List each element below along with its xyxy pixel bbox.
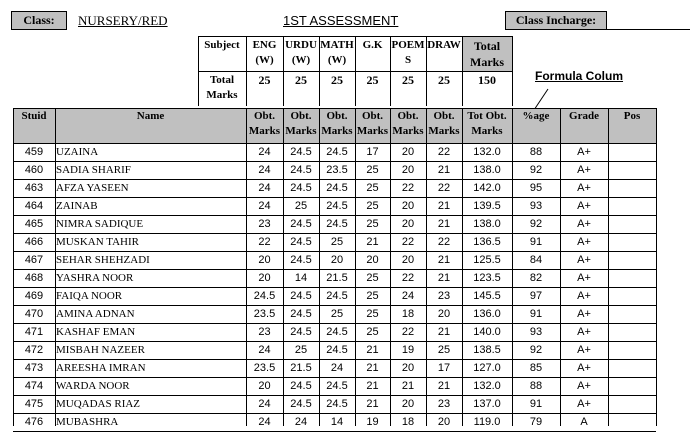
incharge-label: Class Incharge: [515,13,597,27]
cell-obt-mark: 24 [401,290,415,302]
cell-name: AREESHA IMRAN [56,362,146,374]
cell-name: MUSKAN TAHIR [56,236,139,248]
cell-obt-mark: 23.5 [253,308,276,320]
cell-name: MUQADAS RIAZ [56,398,141,410]
cell-obt-mark: 24.5 [290,398,312,410]
cell-obt-mark: 24.5 [290,164,312,176]
total-marks-col-label: Total Marks [470,39,504,69]
cell-tot-obt: 137.0 [473,398,501,410]
cell-obt-mark: 21 [437,380,451,392]
subject-grid-hline [198,71,512,72]
cell-percent: 88 [529,146,543,158]
cell-obt-mark: 21 [366,362,379,374]
cell-obt-mark: 20 [437,416,451,428]
total-marks-label: Total Marks [206,74,238,101]
cell-tot-obt: 140.0 [473,326,501,338]
cell-obt-mark: 21 [366,380,379,392]
cell-obt-mark: 25 [294,200,308,212]
cell-obt-mark: 21 [437,164,451,176]
cell-percent: 84 [529,254,543,266]
cell-obt-mark: 24.5 [326,182,348,194]
cell-obt-mark: 20 [437,308,451,320]
subject-total: 25 [402,73,414,87]
cell-stuid: 460 [24,164,44,176]
cell-stuid: 469 [24,290,44,302]
cell-percent: 91 [529,308,543,320]
cell-obt-mark: 24.5 [290,236,312,248]
cell-tot-obt: 136.0 [473,308,501,320]
cell-percent: 93 [529,326,543,338]
cell-grade: A+ [577,182,591,194]
subject-name: POEMS [391,39,425,66]
class-label: Class: [23,13,55,27]
cell-tot-obt: 132.0 [473,146,501,158]
subject-name: DRAW [427,39,461,51]
cell-obt-mark: 23.5 [326,164,348,176]
cell-grade: A [580,416,588,428]
cell-grade: A+ [577,164,591,176]
cell-percent: 91 [529,398,543,410]
cell-obt-mark: 24.5 [290,182,312,194]
header-obt: Obt. Marks [321,110,353,137]
cell-obt-mark: 24.5 [326,344,348,356]
cell-stuid: 464 [24,200,44,212]
cell-percent: 85 [529,362,543,374]
cell-obt-mark: 24.5 [290,308,312,320]
cell-obt-mark: 22 [401,182,415,194]
cell-obt-mark: 21.5 [290,362,312,374]
cell-name: AFZA YASEEN [56,182,129,194]
cell-obt-mark: 22 [258,236,271,248]
cell-obt-mark: 14 [330,416,344,428]
cell-obt-mark: 22 [437,182,451,194]
cell-obt-mark: 23.5 [253,362,276,374]
cell-obt-mark: 24.5 [326,326,348,338]
cell-tot-obt: 138.0 [473,164,501,176]
header-obt: Obt. Marks [428,110,460,137]
cell-obt-mark: 20 [401,218,415,230]
cell-obt-mark: 21 [437,272,451,284]
cell-obt-mark: 21.5 [326,272,348,284]
cell-obt-mark: 21 [437,254,451,266]
cell-grade: A+ [577,200,591,212]
header-tot-obt: Tot Obt. Marks [467,110,507,137]
cell-stuid: 474 [24,380,44,392]
cell-obt-mark: 18 [401,416,415,428]
cell-name: WARDA NOOR [56,380,130,392]
cell-obt-mark: 25 [366,218,379,230]
cell-stuid: 475 [24,398,44,410]
cell-obt-mark: 21 [366,344,379,356]
cell-name: KASHAF EMAN [56,326,136,338]
cell-obt-mark: 24.5 [326,380,348,392]
cell-tot-obt: 125.5 [473,254,501,266]
cell-name: SADIA SHARIF [56,164,131,176]
cell-obt-mark: 24 [258,416,271,428]
subject-total: 25 [258,73,271,87]
cell-tot-obt: 123.5 [473,272,501,284]
incharge-underline [607,29,690,30]
cell-obt-mark: 25 [366,308,379,320]
cell-name: MISBAH NAZEER [56,344,145,356]
cell-name: YASHRA NOOR [56,272,134,284]
subject-total: 25 [366,73,379,87]
cell-percent: 95 [529,182,543,194]
cell-obt-mark: 24.5 [290,290,312,302]
cell-tot-obt: 132.0 [473,380,501,392]
cell-obt-mark: 24 [258,200,271,212]
cell-obt-mark: 20 [401,200,415,212]
cell-tot-obt: 145.5 [473,290,501,302]
header-percent: %age [522,110,550,122]
cell-name: SEHAR SHEHZADI [56,254,150,266]
cell-percent: 93 [529,200,543,212]
cell-obt-mark: 20 [401,146,415,158]
cell-obt-mark: 24 [330,362,344,374]
cell-obt-mark: 24 [258,398,271,410]
cell-obt-mark: 24.5 [290,380,312,392]
cell-obt-mark: 24.5 [290,218,312,230]
subject-label: Subject [204,39,240,51]
cell-obt-mark: 25 [330,308,344,320]
cell-stuid: 466 [24,236,44,248]
cell-obt-mark: 22 [401,272,415,284]
cell-obt-mark: 20 [258,254,271,266]
cell-grade: A+ [577,398,591,410]
cell-tot-obt: 136.5 [473,236,501,248]
cell-obt-mark: 25 [366,272,379,284]
cell-obt-mark: 14 [294,272,308,284]
cell-stuid: 472 [24,344,44,356]
cell-name: AMINA ADNAN [56,308,135,320]
subject-name: MATH (W) [320,39,354,66]
cell-stuid: 471 [24,326,44,338]
cell-percent: 92 [529,164,543,176]
cell-obt-mark: 21 [401,380,415,392]
cell-obt-mark: 21 [437,218,451,230]
cell-obt-mark: 20 [401,398,415,410]
cell-obt-mark: 25 [330,236,344,248]
cell-obt-mark: 25 [437,344,451,356]
cell-obt-mark: 24 [294,416,308,428]
formula-annotation: Formula Colum [535,69,624,83]
cell-obt-mark: 17 [366,146,379,158]
subject-grid-hline [198,36,512,37]
cell-obt-mark: 20 [330,254,344,266]
cell-obt-mark: 22 [401,236,415,248]
cell-obt-mark: 24.5 [326,398,348,410]
cell-tot-obt: 127.0 [473,362,501,374]
cell-obt-mark: 19 [401,344,415,356]
header-obt: Obt. Marks [248,110,281,137]
cell-obt-mark: 20 [401,164,415,176]
cell-obt-mark: 20 [401,362,415,374]
cell-grade: A+ [577,254,591,266]
cell-grade: A+ [577,380,591,392]
header-obt: Obt. Marks [285,110,317,137]
header-obt: Obt. Marks [356,110,389,137]
cell-name: FAIQA NOOR [56,290,123,302]
cell-grade: A+ [577,146,591,158]
cell-obt-mark: 24 [258,344,271,356]
cell-obt-mark: 25 [366,182,379,194]
table-grid-vline [608,108,609,426]
cell-name: MUBASHRA [56,416,119,428]
header-name: Name [136,110,165,122]
cell-grade: A+ [577,290,591,302]
cell-percent: 82 [529,272,543,284]
cell-grade: A+ [577,272,591,284]
header-grade: Grade [569,110,599,122]
cell-obt-mark: 23 [437,290,451,302]
cell-grade: A+ [577,344,591,356]
cell-stuid: 468 [24,272,44,284]
cell-stuid: 465 [24,218,44,230]
cell-tot-obt: 119.0 [473,416,501,428]
cell-stuid: 476 [24,416,44,428]
cell-obt-mark: 24.5 [290,146,312,158]
cell-obt-mark: 24.5 [253,290,276,302]
cell-obt-mark: 22 [437,146,451,158]
cell-percent: 92 [529,344,543,356]
grand-total: 150 [478,73,496,87]
cell-obt-mark: 20 [258,380,271,392]
cell-obt-mark: 24.5 [326,218,348,230]
cell-grade: A+ [577,308,591,320]
cell-grade: A+ [577,218,591,230]
header-obt: Obt. Marks [392,110,424,137]
assessment-title: 1ST ASSESSMENT [283,13,399,28]
cell-obt-mark: 21 [366,398,379,410]
header-stuid: Stuid [21,110,47,122]
cell-percent: 97 [529,290,543,302]
subject-name: URDU (W) [285,39,317,66]
cell-obt-mark: 25 [294,344,308,356]
cell-obt-mark: 25 [366,200,379,212]
cell-tot-obt: 138.5 [473,344,501,356]
subject-total: 25 [438,73,450,87]
cell-name: UZAINA [56,146,99,158]
table-grid-vline [656,108,657,426]
cell-obt-mark: 17 [437,362,451,374]
cell-obt-mark: 24.5 [326,290,348,302]
subject-name: ENG (W) [252,39,277,66]
subject-total: 25 [331,73,343,87]
cell-obt-mark: 25 [366,164,379,176]
cell-stuid: 467 [24,254,44,266]
subject-total: 25 [295,73,307,87]
cell-stuid: 463 [24,182,44,194]
cell-obt-mark: 24 [258,182,271,194]
cell-obt-mark: 20 [401,254,415,266]
cell-obt-mark: 25 [366,290,379,302]
header-pos: Pos [623,110,641,122]
cell-obt-mark: 25 [366,326,379,338]
cell-obt-mark: 24.5 [290,326,312,338]
cell-tot-obt: 138.0 [473,218,501,230]
cell-name: NIMRA SADIQUE [56,218,144,230]
cell-obt-mark: 18 [401,308,415,320]
cell-tot-obt: 139.5 [473,200,501,212]
cell-obt-mark: 21 [437,200,451,212]
cell-obt-mark: 23 [258,218,271,230]
cell-grade: A+ [577,362,591,374]
cell-obt-mark: 20 [366,254,379,266]
cell-obt-mark: 24 [258,164,271,176]
cell-percent: 91 [529,236,543,248]
cell-percent: 79 [529,416,543,428]
cell-obt-mark: 20 [258,272,271,284]
cell-obt-mark: 21 [366,236,379,248]
cell-tot-obt: 142.0 [473,182,501,194]
cell-obt-mark: 24.5 [326,146,348,158]
cell-obt-mark: 24.5 [290,254,312,266]
cell-obt-mark: 24 [258,146,271,158]
cell-percent: 92 [529,218,543,230]
cell-stuid: 473 [24,362,44,374]
cell-name: ZAINAB [56,200,98,212]
subject-name: G.K [362,39,383,51]
subject-grid-vline [512,36,513,106]
cell-obt-mark: 24.5 [326,200,348,212]
cell-grade: A+ [577,236,591,248]
cell-obt-mark: 19 [366,416,379,428]
cell-grade: A+ [577,326,591,338]
cell-percent: 88 [529,380,543,392]
cell-obt-mark: 22 [401,326,415,338]
cell-obt-mark: 23 [437,398,451,410]
cell-stuid: 459 [24,146,44,158]
cell-stuid: 470 [24,308,44,320]
cell-obt-mark: 23 [258,326,271,338]
cell-obt-mark: 22 [437,236,451,248]
class-value: NURSERY/RED [78,13,168,28]
cell-obt-mark: 21 [437,326,451,338]
